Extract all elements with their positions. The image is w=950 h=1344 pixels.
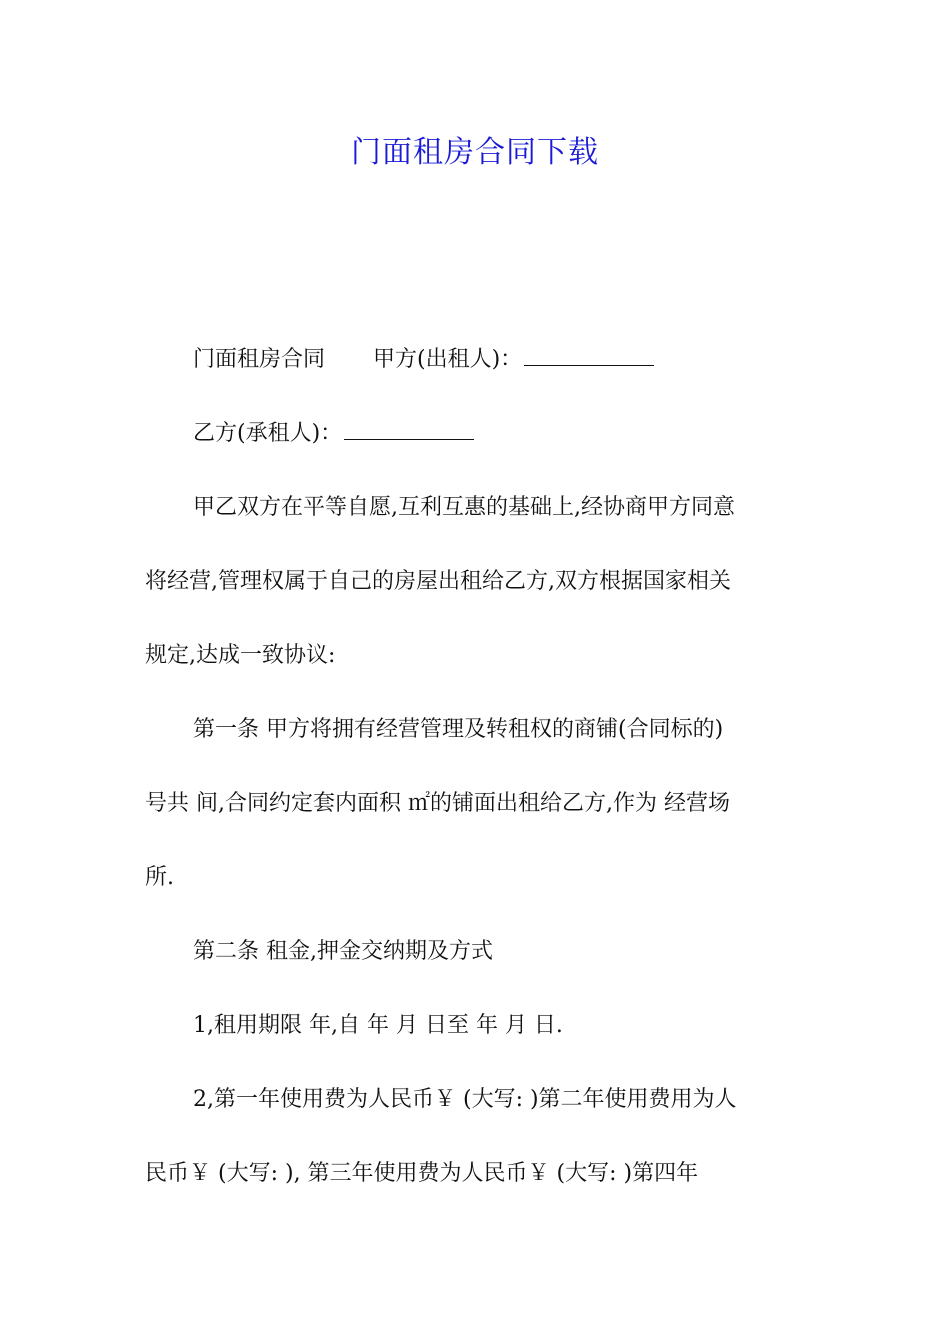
clause-line: 1,租用期限 年,自 年 月 日至 年 月 日. (193, 1013, 563, 1038)
lessee-line (145, 410, 807, 458)
clause-line: 2,第一年使用费为人民币￥ (大写: )第二年使用费用为人 (193, 1087, 737, 1112)
paragraph-line: 民币￥ (大写: ), 第三年使用费为人民币￥ (大写: )第四年 (145, 1161, 699, 1186)
contract-header-line (145, 336, 807, 384)
paragraph-line: 将经营,管理权属于自己的房屋出租给乙方,双方根据国家相关 (145, 569, 731, 594)
contract-body (145, 336, 807, 1224)
lessee-blank-line (344, 411, 474, 440)
paragraph-line: 甲乙双方在平等自愿,互利互惠的基础上,经协商甲方同意 (193, 495, 735, 520)
lessor-label: 甲方(出租人)： (373, 347, 523, 372)
document-title: 门面租房合同下载 (351, 135, 599, 170)
contract-label: 门面租房合同 (193, 347, 326, 372)
lessee-label: 乙方(承租人)： (193, 421, 343, 446)
lessor-blank-line (524, 337, 654, 366)
paragraph-line: 号共 间,合同约定套内面积 ㎡的铺面出租给乙方,作为 经营场 (145, 791, 730, 816)
paragraph-line: 所. (145, 865, 174, 890)
paragraph-line: 规定,达成一致协议: (145, 643, 336, 668)
article-one-line: 第一条 甲方将拥有经营管理及转租权的商铺(合同标的) (193, 717, 724, 742)
article-two-line: 第二条 租金,押金交纳期及方式 (193, 939, 493, 964)
